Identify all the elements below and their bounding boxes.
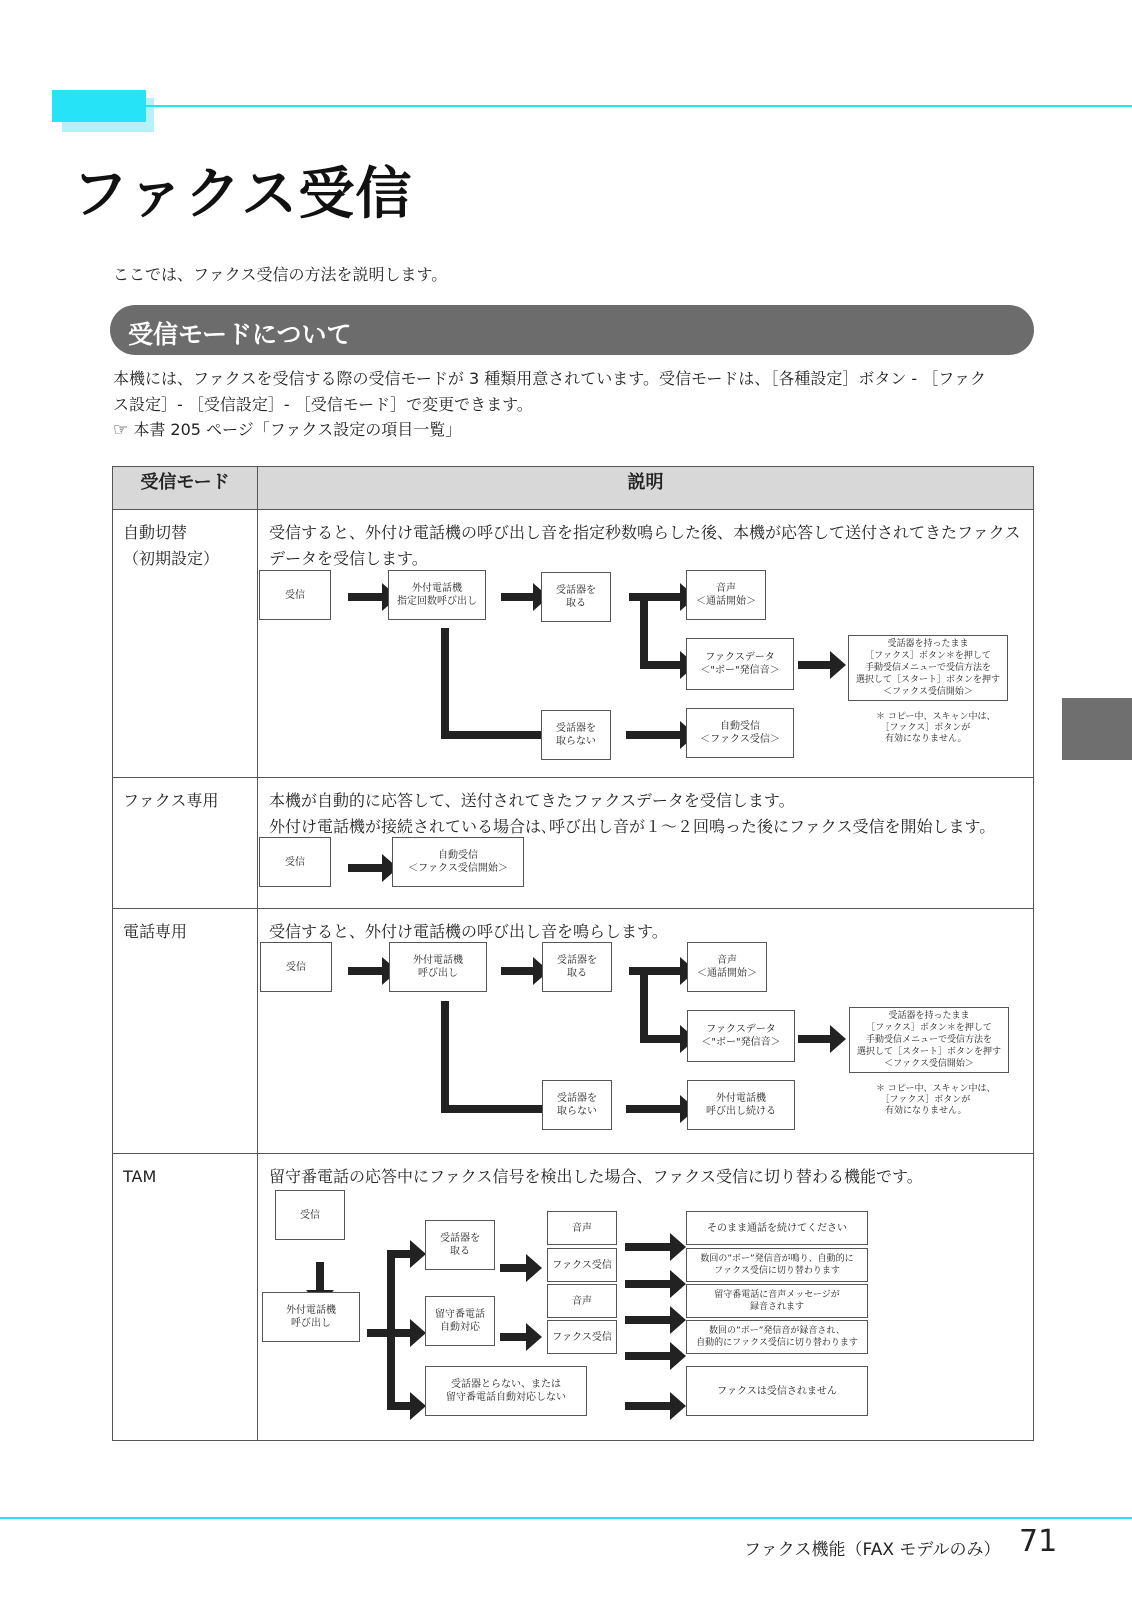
header-mode: 受信モード <box>113 467 258 510</box>
flow-arrows <box>269 840 1039 908</box>
flow-note: ＊ コピー中、スキャン中は、 ［ファクス］ボタンが 有効になりません。 <box>876 1082 1016 1118</box>
intro-text: ここでは、ファクス受信の方法を説明します。 <box>113 265 448 284</box>
flow-box-receive: 受信 <box>260 942 332 992</box>
flow-box-fax-data: ファクスデータ ＜"ボー"発信音＞ <box>687 1010 795 1062</box>
description-text-2: 外付け電話機が接続されている場合は､呼び出し音が１～２回鳴った後にファクス受信を開始します。 <box>269 817 996 836</box>
flow-box-auto-receive: 自動受信 ＜ファクス受信＞ <box>686 708 794 758</box>
page-number: 71 <box>1019 1524 1058 1559</box>
description-cell <box>258 778 1034 909</box>
mode-label: 電話専用 <box>123 922 188 941</box>
flow-box-not-received: ファクスは受信されません <box>686 1366 868 1416</box>
flow-box-fax-receive: ファクス受信 <box>547 1248 617 1282</box>
mode-label: TAM <box>123 1167 157 1186</box>
reference-link[interactable]: 本書 205 ページ「ファクス設定の項目一覧」 <box>133 420 462 439</box>
section-title: 受信モードについて <box>128 320 352 349</box>
flow-box-external-phone-ring: 外付電話機 呼び出し <box>262 1292 360 1342</box>
flow-box-voice: 音声 ＜通話開始＞ <box>686 570 766 620</box>
flow-diagram <box>269 1190 1023 1440</box>
mode-cell <box>113 909 258 1154</box>
reference-line[interactable] <box>113 417 461 443</box>
flow-diagram <box>269 840 1023 908</box>
flow-box-answering-machine: 留守番電話 自動対応 <box>425 1296 495 1346</box>
footer-text: ファクス機能（FAX モデルのみ） <box>744 1540 1001 1560</box>
flow-box-external-phone-ring: 外付電話機 指定回数呼び出し <box>388 570 486 620</box>
mode-cell <box>113 1154 258 1441</box>
flow-box-manual-receive: 受話器を持ったまま ［ファクス］ボタン＊を押して 手動受信メニューで受信方法を 選択して［スタート］ボタンを押す ＜ファクス受信開始＞ <box>848 635 1008 701</box>
chapter-tab <box>1062 698 1132 760</box>
mode-sublabel: （初期設定） <box>123 549 220 568</box>
mode-cell <box>113 778 258 909</box>
mode-label: 自動切替 <box>123 523 188 542</box>
flow-box-voice: 音声 ＜通話開始＞ <box>687 942 767 992</box>
flow-box-voice: 音声 <box>547 1284 617 1318</box>
flow-box-fax-receive: ファクス受信 <box>547 1320 617 1354</box>
header-description: 説明 <box>258 467 1034 510</box>
flow-box-receive: 受信 <box>275 1190 345 1240</box>
footer-rule <box>0 1517 1132 1519</box>
flow-box-record-message: 留守番電話に音声メッセージが 録音されます <box>686 1284 868 1318</box>
flow-box-pick-up: 受話器を 取る <box>542 942 612 992</box>
description-text-1: 本機が自動的に応答して、送付されてきたファクスデータを受信します。 <box>269 791 795 810</box>
flow-box-fax-data: ファクスデータ ＜"ボー"発信音＞ <box>686 638 794 690</box>
pointing-hand-icon: ☞ <box>113 420 129 440</box>
page-title: ファクス受信 <box>72 162 413 227</box>
flow-box-continue-call: そのまま通話を続けてください <box>686 1211 868 1245</box>
flow-box-not-pick-up: 受話器を 取らない <box>541 710 611 760</box>
section-header <box>110 305 1034 355</box>
header-accent-block <box>52 90 146 122</box>
mode-cell <box>113 510 258 778</box>
flow-box-voice: 音声 <box>547 1211 617 1245</box>
flow-box-pick-up: 受話器を 取る <box>425 1220 495 1270</box>
flow-box-no-answer: 受話器とらない、または 留守番電話自動対応しない <box>425 1366 587 1416</box>
description-text: 受信すると、外付け電話機の呼び出し音を指定秒数鳴らした後、本機が応答して送付されてきたファクスデータを受信します。 <box>269 523 1021 568</box>
mode-label: ファクス専用 <box>123 791 219 810</box>
flow-box-receive: 受信 <box>259 837 331 887</box>
flow-note: ＊ コピー中、スキャン中は、 ［ファクス］ボタンが 有効になりません。 <box>876 710 1016 746</box>
paragraph-line-2: ス設定］- ［受信設定］- ［受信モード］で変更できます。 <box>113 395 533 414</box>
flow-box-receive: 受信 <box>259 570 331 620</box>
flow-box-not-pick-up: 受話器を 取らない <box>542 1080 612 1130</box>
table-header-row <box>113 467 1034 510</box>
description-cell <box>258 1154 1034 1441</box>
flow-box-manual-receive: 受話器を持ったまま ［ファクス］ボタン＊を押して 手動受信メニューで受信方法を 選択して［スタート］ボタンを押す ＜ファクス受信開始＞ <box>849 1007 1009 1073</box>
header-rule <box>146 105 1132 107</box>
flow-box-external-phone-keep-ringing: 外付電話機 呼び出し続ける <box>687 1080 795 1130</box>
flow-box-pick-up: 受話器を 取る <box>541 572 611 622</box>
description-text: 受信すると、外付け電話機の呼び出し音を鳴らします。 <box>269 922 668 941</box>
table-row <box>113 778 1034 909</box>
flow-box-record-switch-fax: 数回の”ボー”発信音が録音され、 自動的にファクス受信に切り替わります <box>686 1320 868 1354</box>
flow-box-switch-fax: 数回の”ボー”発信音が鳴り、自動的に ファクス受信に切り替わります <box>686 1248 868 1282</box>
flow-box-external-phone-ring: 外付電話機 呼び出し <box>389 942 487 992</box>
flow-box-auto-receive: 自動受信 ＜ファクス受信開始＞ <box>392 837 524 887</box>
description-text: 留守番電話の応答中にファクス信号を検出した場合、ファクス受信に切り替わる機能です。 <box>269 1167 923 1186</box>
flow-arrows <box>269 1190 1039 1440</box>
paragraph-line-1: 本機には、ファクスを受信する際の受信モードが 3 種類用意されています。受信モードは、［各種設定］ボタン - ［ファク <box>113 369 986 388</box>
